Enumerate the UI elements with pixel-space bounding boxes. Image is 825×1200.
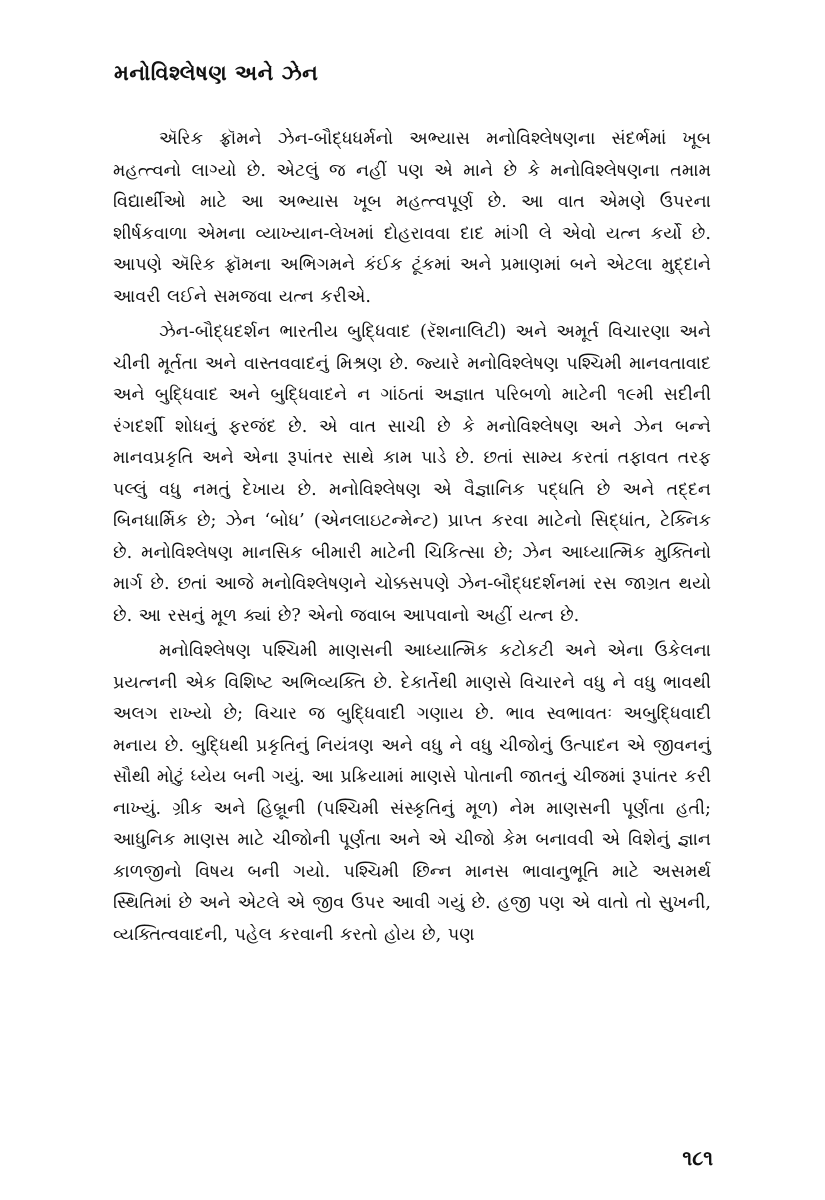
running-header-title: મનોવિશ્લેષણ અને ઝેન bbox=[114, 60, 319, 85]
paragraph-1: ઍરિક ફ્રૉમને ઝેન-બૌદ્ધધર્મનો અભ્યાસ મનોવિશ્લેષણના સંદર્ભમાં ખૂબ મહત્ત્વનો લાગ્યો છે. એટલું જ નહીં પણ એ માને છે કે મનોવિશ્લેષણના તમામ વિદ્યાર્થીઓ માટે આ અભ્યાસ ખૂબ મહત્ત્વપૂર્ણ છે. આ વાત એમણે ઉપરના શીર્ષકવાળા એમના વ્યાખ્યાન-લેખમાં દોહરાવવા દાદ માંગી લે એવો યત્ન કર્યો છે. આપણે ઍરિક ફ્રૉમના અભિગમને કંઈક ટૂંકમાં અને પ્રમાણમાં બને એટલા મુદ્દાને આવરી લઈને સમજવા યત્ન કરીએ. bbox=[113, 129, 711, 307]
page-number: ૧૮૧ bbox=[682, 1146, 713, 1170]
body-text bbox=[113, 124, 711, 955]
paragraph-3: મનોવિશ્લેષણ પશ્ચિમી માણસની આધ્યાત્મિક કટોકટી અને એના ઉકેલના પ્રયત્નની એક વિશિષ્ટ અભિવ્યક્તિ છે. દેકાર્તેથી માણસે વિચારને વધુ ને વધુ ભાવથી અલગ રાખ્યો છે; વિચાર જ બુદ્ધિવાદી ગણાય છે. ભાવ સ્વભાવતઃ અબુદ્ધિવાદી મનાય છે. બુદ્ધિથી પ્રકૃતિનું નિયંત્રણ અને વધુ ને વધુ ચીજોનું ઉત્પાદન એ જીવનનું સૌથી મોટું ધ્યેય બની ગયું. આ પ્રક્રિયામાં માણસે પોતાની જાતનું ચીજમાં રૂપાંતર કરી નાખ્યું. ગ્રીક અને હિબ્રૂની (પશ્ચિમી સંસ્કૃતિનું મૂળ) નેમ માણસની પૂર્ણતા હતી; આધુનિક માણસ માટે ચીજોની પૂર્ણતા અને એ ચીજો કેમ બનાવવી એ વિશેનું જ્ઞાન કાળજીનો વિષય બની ગયો. પશ્ચિમી છિન્ન માનસ ભાવાનુભૂતિ માટે અસમર્થ સ્થિતિમાં છે અને એટલે એ જીવ ઉપર આવી ગયું છે. હજી પણ એ વાતો તો સુખની, વ્યક્તિત્વવાદની, પહેલ કરવાની કરતો હોય છે, પણ bbox=[113, 641, 711, 945]
paragraph-2: ઝેન-બૌદ્ધદર્શન ભારતીય બુદ્ધિવાદ (રૅશનાલિટી) અને અમૂર્ત વિચારણા અને ચીની મૂર્તતા અને વાસ્તવવાદનું મિશ્રણ છે. જ્યારે મનોવિશ્લેષણ પશ્ચિમી માનવતાવાદ અને બુદ્ધિવાદ અને બુદ્ધિવાદને ન ગાંઠતાં અજ્ઞાત પરિબળો માટેની ૧૯મી સદીની રંગદર્શી શોધનું ફરજંદ છે. એ વાત સાચી છે કે મનોવિશ્લેષણ અને ઝેન બન્ને માનવપ્રકૃતિ અને એના રૂપાંતર સાથે કામ પાડે છે. છતાં સામ્ય કરતાં તફાવત તરફ પલ્લું વધુ નમતું દેખાય છે. મનોવિશ્લેષણ એ વૈજ્ઞાનિક પદ્ધતિ છે અને તદ્દન બિનધાર્મિક છે; ઝેન ‘બોધ’ (એનલાઇટન્મેન્ટ) પ્રાપ્ત કરવા માટેનો સિદ્ધાંત, ટેક્નિક છે. મનોવિશ્લેષણ માનસિક બીમારી માટેની ચિકિત્સા છે; ઝેન આધ્યાત્મિક મુક્તિનો માર્ગ છે. છતાં આજે મનોવિશ્લેષણને ચોક્કસપણે ઝેન-બૌદ્ધદર્શનમાં રસ જાગ્રત થયો છે. આ રસનું મૂળ ક્યાં છે? એનો જવાબ આપવાનો અહીં યત્ન છે. bbox=[113, 322, 711, 626]
